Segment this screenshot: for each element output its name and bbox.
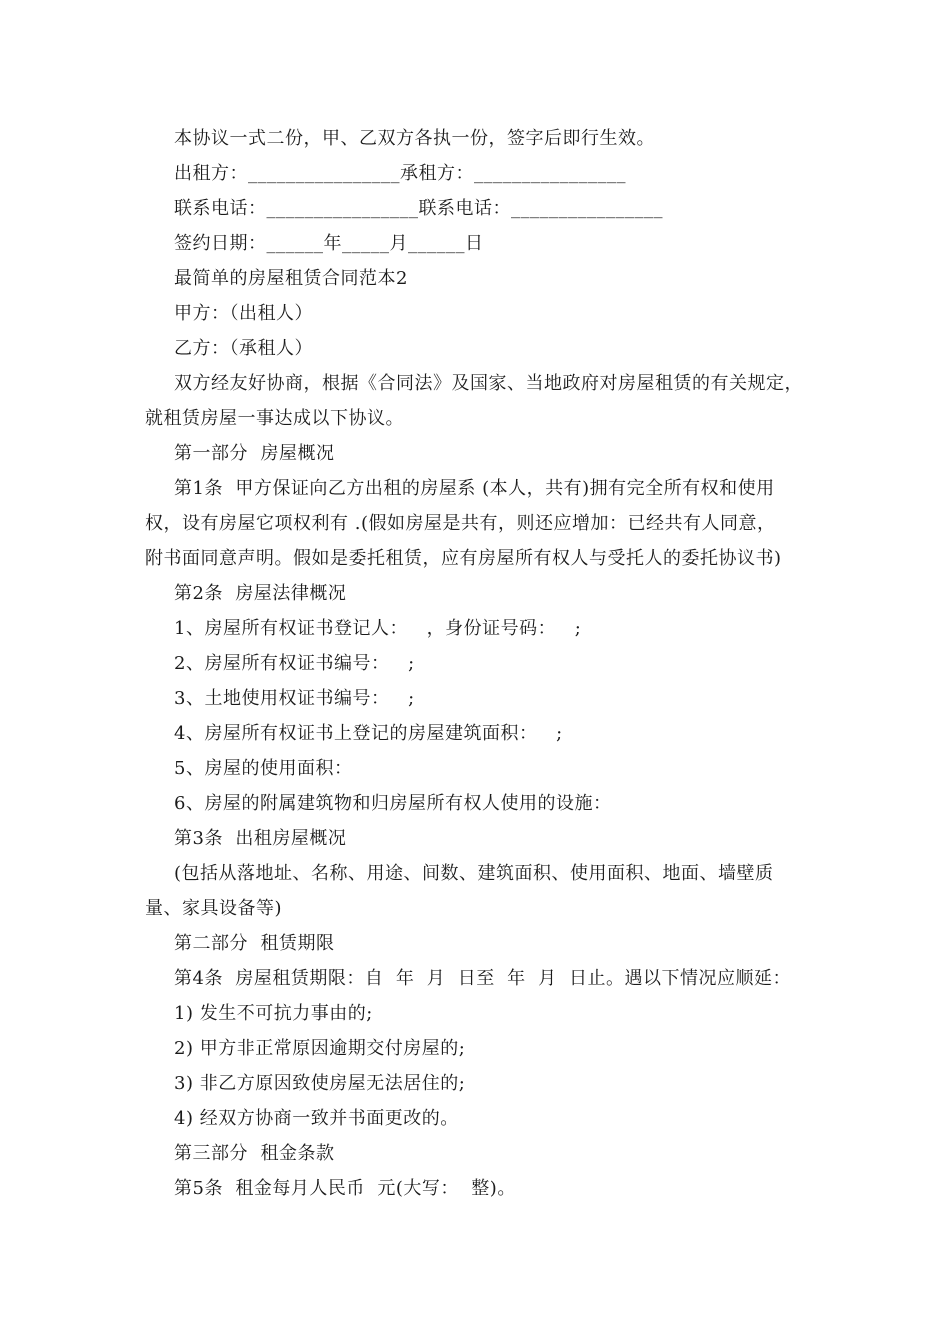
paragraph-line: 第1条 甲方保证向乙方出租的房屋系 (本人，共有)拥有完全所有权和使用	[174, 478, 775, 499]
part-heading: 第一部分 房屋概况	[174, 443, 335, 464]
list-item: 2、房屋所有权证书编号： ;	[174, 653, 415, 674]
list-item: 5、房屋的使用面积：	[174, 758, 353, 779]
paragraph-line: 乙方：（承租人）	[174, 338, 313, 359]
list-item: 3、土地使用权证书编号： ;	[174, 688, 415, 709]
paragraph-line: 双方经友好协商，根据《合同法》及国家、当地政府对房屋租赁的有关规定，	[174, 373, 803, 394]
article-heading: 第3条 出租房屋概况	[174, 828, 347, 849]
section-title: 最简单的房屋租赁合同范本2	[174, 268, 408, 289]
list-item: 6、房屋的附属建筑物和归房屋所有权人使用的设施：	[174, 793, 612, 814]
paragraph-line: 联系电话：________________联系电话：________________	[174, 198, 663, 219]
paragraph-line: 签约日期：______年_____月______日	[174, 233, 484, 254]
paragraph-line: 附书面同意声明。假如是委托租赁，应有房屋所有权人与受托人的委托协议书)	[145, 548, 782, 569]
paragraph-line: 量、家具设备等)	[145, 898, 283, 919]
paragraph-line: 本协议一式二份，甲、乙双方各执一份，签字后即行生效。	[174, 128, 655, 149]
part-heading: 第二部分 租赁期限	[174, 933, 335, 954]
article-heading: 第2条 房屋法律概况	[174, 583, 347, 604]
list-item: 3) 非乙方原因致使房屋无法居住的;	[174, 1073, 466, 1094]
list-item: 4) 经双方协商一致并书面更改的。	[174, 1108, 459, 1129]
paragraph-line: (包括从落地址、名称、用途、间数、建筑面积、使用面积、地面、墙壁质	[174, 863, 774, 884]
list-item: 1、房屋所有权证书登记人： ，身份证号码： ;	[174, 618, 582, 639]
part-heading: 第三部分 租金条款	[174, 1143, 335, 1164]
paragraph-line: 就租赁房屋一事达成以下协议。	[145, 408, 404, 429]
paragraph-line: 第5条 租金每月人民币 元(大写： 整)。	[174, 1178, 516, 1199]
paragraph-line: 出租方：________________承租方：________________	[174, 163, 626, 184]
document-body	[145, 121, 825, 1206]
list-item: 1) 发生不可抗力事由的;	[174, 1003, 373, 1024]
paragraph-line: 第4条 房屋租赁期限：自 年 月 日至 年 月 日止。遇以下情况应顺延：	[174, 968, 792, 989]
paragraph-line: 权，设有房屋它项权利有 .(假如房屋是共有，则还应增加：已经共有人同意，	[145, 513, 776, 534]
list-item: 4、房屋所有权证书上登记的房屋建筑面积： ;	[174, 723, 563, 744]
list-item: 2) 甲方非正常原因逾期交付房屋的;	[174, 1038, 466, 1059]
paragraph-line: 甲方：（出租人）	[174, 303, 313, 324]
